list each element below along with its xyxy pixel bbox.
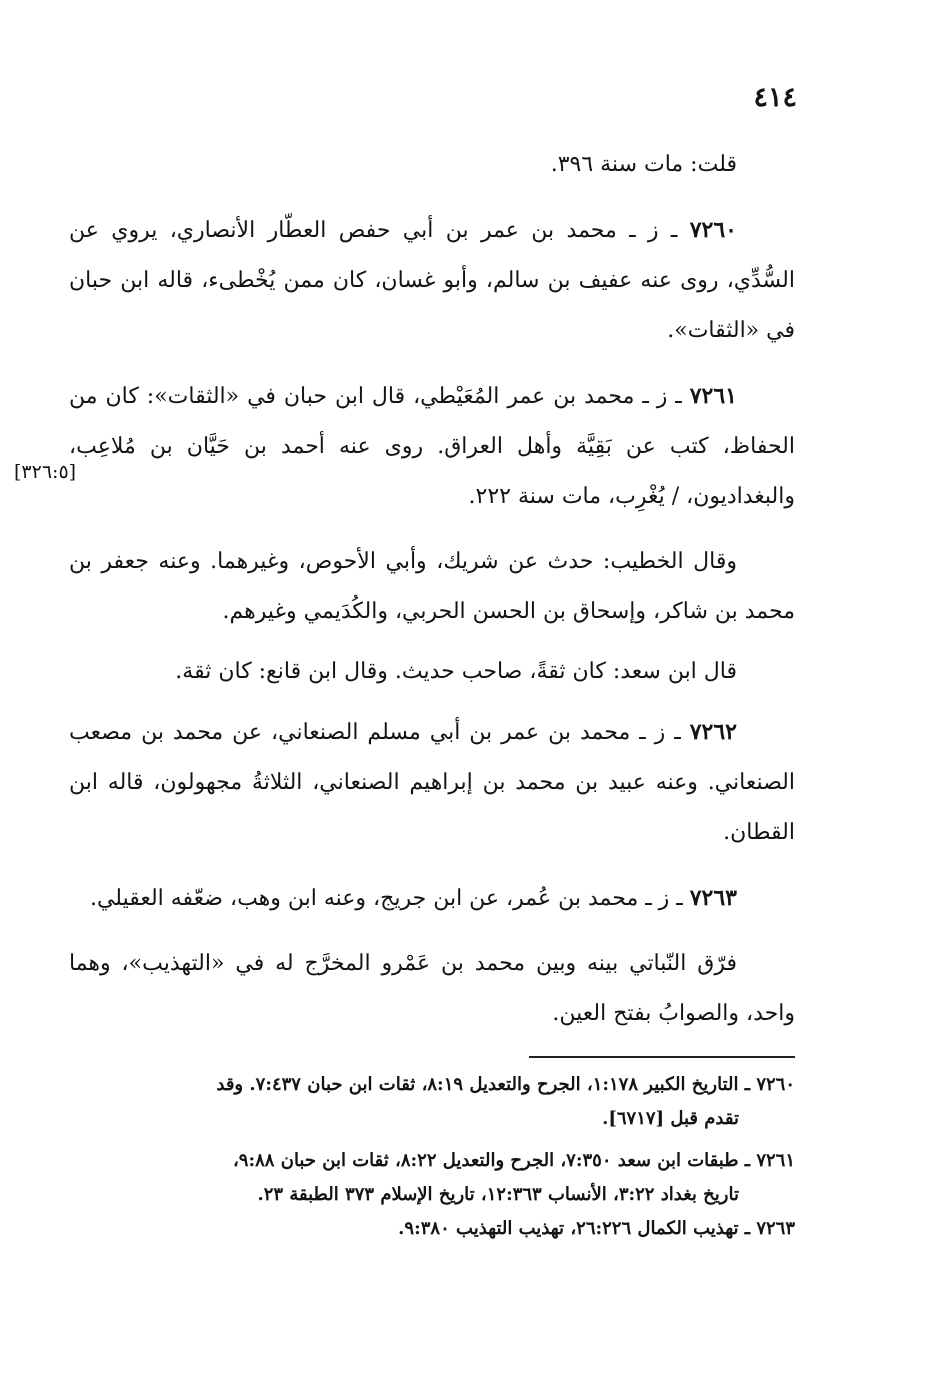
- entry-7260: [69, 205, 795, 356]
- entry-7261: [69, 371, 795, 522]
- footnote-7263: ٧٢٦٣ ـ تهذيب الكمال ٢٦:٢٢٦، تهذيب التهذيب ٩:٣٨٠.: [398, 1218, 795, 1239]
- entry-7262: [69, 707, 795, 858]
- footnote-7260: ٧٢٦٠ ـ التاريخ الكبير ١:١٧٨، الجرح والتعديل ٨:١٩، ثقات ابن حبان ٧:٤٣٧. وقد: [216, 1074, 795, 1095]
- paragraph-note-396: قلت: مات سنة ٣٩٦.: [550, 152, 737, 177]
- paragraph-ibn-sad: قال ابن سعد: كان ثقةً، صاحب حديث. وقال ابن قانع: كان ثقة.: [175, 659, 737, 684]
- entry-text: ـ ز ـ محمد بن عمر بن أبي حفص العطّار الأنصاري، يروي عن السُّدِّي، روى عنه عفيف بن سالم، وأبو غسان، كان ممن يُخْطىء، قاله ابن حبان في «الثقات».: [69, 218, 796, 343]
- entry-number: ٧٢٦٢: [689, 719, 737, 745]
- entry-text: ـ ز ـ محمد بن عمر بن أبي مسلم الصنعاني، عن محمد بن مصعب الصنعاني. وعنه عبيد بن محمد بن إبراهيم الصنعاني، الثلاثةُ مجهولون، قاله ابن القطان.: [69, 720, 795, 845]
- footnote-7261-cont: تاريخ بغداد ٣:٢٢، الأنساب ١٢:٣٦٣، تاريخ الإسلام ٣٧٣ الطبقة ٢٣.: [257, 1184, 739, 1205]
- page-number: ٤١٤: [753, 82, 797, 113]
- margin-page-reference: [٣٢٦:٥]: [14, 461, 77, 483]
- footnote-7260-cont: تقدم قبل [٦٧١٧].: [602, 1108, 739, 1129]
- footnotes: [69, 1068, 795, 1246]
- entry-number: ٧٢٦١: [689, 383, 737, 409]
- footnote-separator: [529, 1056, 795, 1058]
- paragraph-nabati: فرّق النّباتي بينه وبين محمد بن عَمْرو المخرَّج له في «التهذيب»، وهما واحد، والصوابُ بفتح العين.: [69, 951, 795, 1026]
- entry-number: ٧٢٦٠: [689, 217, 737, 243]
- entry-number: ٧٢٦٣: [689, 885, 737, 911]
- entry-text: ـ ز ـ محمد بن عُمر، عن ابن جريج، وعنه ابن وهب، ضعّفه العقيلي.: [89, 886, 690, 911]
- paragraph-khatib: وقال الخطيب: حدث عن شريك، وأبي الأحوص، وغيرهما. وعنه جعفر بن محمد بن شاكر، وإسحاق بن الحسن الحربي، والكُدَيمي وغيرهم.: [69, 549, 795, 624]
- entry-7263: [69, 873, 795, 924]
- entry-text: ـ ز ـ محمد بن عمر المُعَيْطي، قال ابن حبان في «الثقات»: كان من الحفاظ، كتب عن بَقِيَّة وأهل العراق. روى عنه أحمد بن حَيَّان بن مُلاعِب، والبغداديون، / يُغْرِب، مات سنة ٢٢٢.: [69, 384, 795, 509]
- footnote-7261: ٧٢٦١ ـ طبقات ابن سعد ٧:٣٥٠، الجرح والتعديل ٨:٢٢، ثقات ابن حبان ٩:٨٨،: [232, 1150, 795, 1171]
- main-text: [69, 140, 795, 1039]
